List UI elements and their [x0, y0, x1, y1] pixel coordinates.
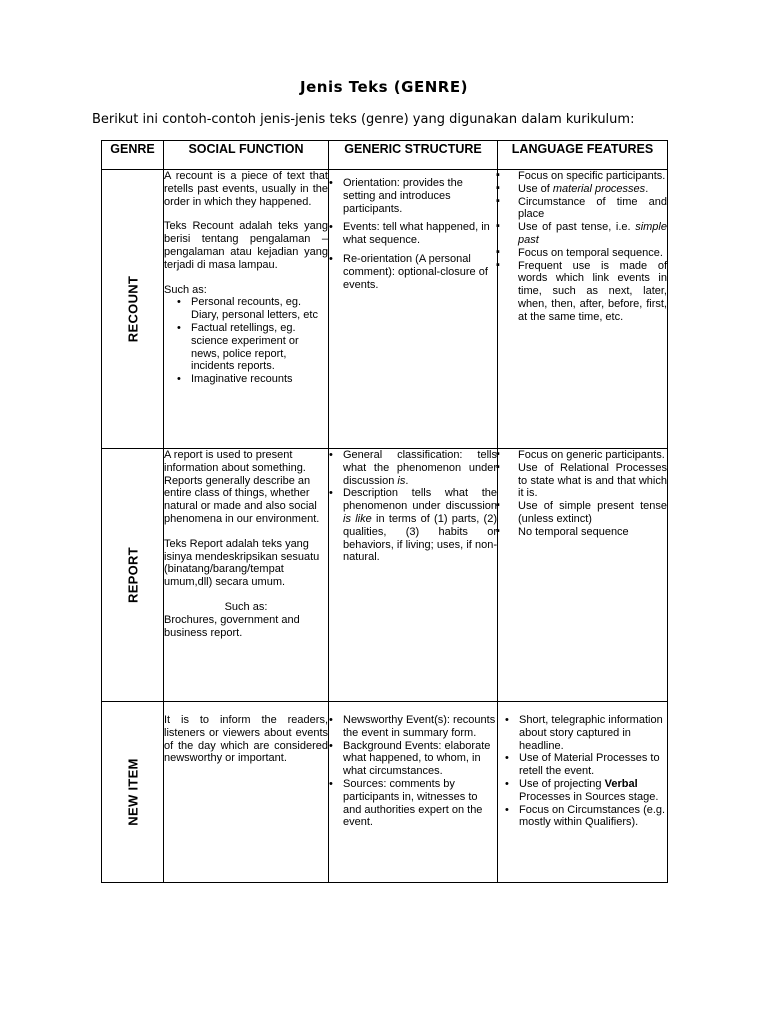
features-list — [498, 714, 667, 829]
genre-label-recount: RECOUNT — [125, 275, 140, 343]
structure-list — [321, 449, 497, 564]
list-item: ▪ Focus on temporal sequence. — [498, 247, 667, 260]
social-paragraph: A report is used to present information about something. Reports generally describe an entire class of things, whether natural or made and also social phenomena in our environment. — [164, 449, 320, 525]
list-item: • Use of projecting Verbal Processes in Sources stage. — [498, 778, 667, 804]
genre-cell-report — [102, 449, 164, 702]
structure-list — [321, 714, 497, 829]
genre-cell-recount — [102, 170, 164, 449]
list-item: ▪ Use of past tense, i.e. simple past — [498, 221, 667, 247]
header-social-function: SOCIAL FUNCTION — [164, 141, 329, 170]
social-paragraph: Teks Recount adalah teks yang berisi tentang pengalaman – pengalaman atau kejadian yang terjadi di masa lampau. — [164, 220, 328, 271]
list-item: • Newsworthy Event(s): recounts the event in summary form. — [321, 714, 497, 740]
language-features-recount — [498, 170, 668, 449]
list-item: • General classification: tells what the phenomenon under discussion is. — [321, 449, 497, 487]
social-function-new-item — [164, 702, 329, 883]
list-item: • Background Events: elaborate what happened, to whom, in what circumstances. — [321, 740, 497, 778]
language-features-report — [498, 449, 668, 702]
social-paragraph: Brochures, government and business report. — [164, 613, 300, 639]
structure-list — [321, 177, 497, 291]
header-genre: GENRE — [102, 141, 164, 170]
header-language-features: LANGUAGE FEATURES — [498, 141, 668, 170]
social-paragraph: It is to inform the readers, listeners or viewers about events of the day which are considered newsworthy or important. — [164, 714, 328, 765]
genre-label-report: REPORT — [125, 547, 140, 603]
genre-cell-new-item — [102, 702, 164, 883]
list-item: • Focus on Circumstances (e.g. mostly within Qualifiers). — [498, 804, 667, 830]
generic-structure-new-item — [329, 702, 498, 883]
table-row-report — [102, 449, 668, 702]
features-list — [498, 170, 667, 324]
list-item: ▪ Focus on generic participants. — [498, 449, 667, 462]
list-item: • Imaginative recounts — [170, 373, 328, 386]
social-paragraph: Teks Report adalah teks yang isinya mendeskripsikan sesuatu (binatang/barang/tempat umum,dll) secara umum. — [164, 537, 320, 589]
intro-text: Berikut ini contoh-contoh jenis-jenis teks (genre) yang digunakan dalam kurikulum: — [92, 112, 635, 127]
genre-label-new-item: NEW ITEM — [125, 758, 140, 826]
list-item: • Short, telegraphic information about story captured in headline. — [498, 714, 667, 752]
table-header-row — [102, 141, 668, 170]
list-item: • Sources: comments by participants in, witnesses to and authorities expert on the event. — [321, 778, 497, 829]
table-row-new-item — [102, 702, 668, 883]
such-as-label: Such as: — [164, 283, 207, 296]
list-item: • Personal recounts, eg. Diary, personal letters, etc — [170, 296, 328, 322]
social-function-report — [164, 449, 329, 702]
social-paragraph: A recount is a piece of text that retells past events, usually in the order in which they happened. — [164, 170, 328, 208]
list-item: ▪ Focus on specific participants. — [498, 170, 667, 183]
list-item: ▪ Use of simple present tense (unless extinct) — [498, 500, 667, 526]
generic-structure-report — [329, 449, 498, 702]
list-item: • Orientation: provides the setting and introduces participants. — [321, 177, 497, 215]
features-list — [498, 449, 667, 539]
examples-list — [164, 296, 328, 386]
document-title: Jenis Teks (GENRE) — [300, 78, 468, 96]
list-item: ▪ Circumstance of time and place — [498, 196, 667, 222]
list-item: ▪ Use of material processes. — [498, 183, 667, 196]
generic-structure-recount — [329, 170, 498, 449]
list-item: ▪ No temporal sequence — [498, 526, 667, 539]
list-item: • Re-orientation (A personal comment): optional-closure of events. — [321, 253, 497, 291]
language-features-new-item — [498, 702, 668, 883]
social-function-recount — [164, 170, 329, 449]
such-as-label: Such as: — [224, 600, 268, 613]
table-row-recount — [102, 170, 668, 449]
list-item: • Use of Material Processes to retell the event. — [498, 752, 667, 778]
list-item: ▪ Use of Relational Processes to state what is and that which it is. — [498, 462, 667, 500]
list-item: • Description tells what the phenomenon under discussion is like in terms of (1) parts, (2) qualities, (3) habits or behaviors, if living; uses, if non-natural. — [321, 487, 497, 564]
list-item: • Factual retellings, eg. science experiment or news, police report, incidents reports. — [170, 322, 328, 373]
list-item: ▪ Frequent use is made of words which link events in time, such as next, later, when, then, after, before, first, at the same time, etc. — [498, 260, 667, 324]
list-item: • Events: tell what happened, in what sequence. — [321, 221, 497, 247]
genre-table — [101, 140, 668, 883]
header-generic-structure: GENERIC STRUCTURE — [329, 141, 498, 170]
